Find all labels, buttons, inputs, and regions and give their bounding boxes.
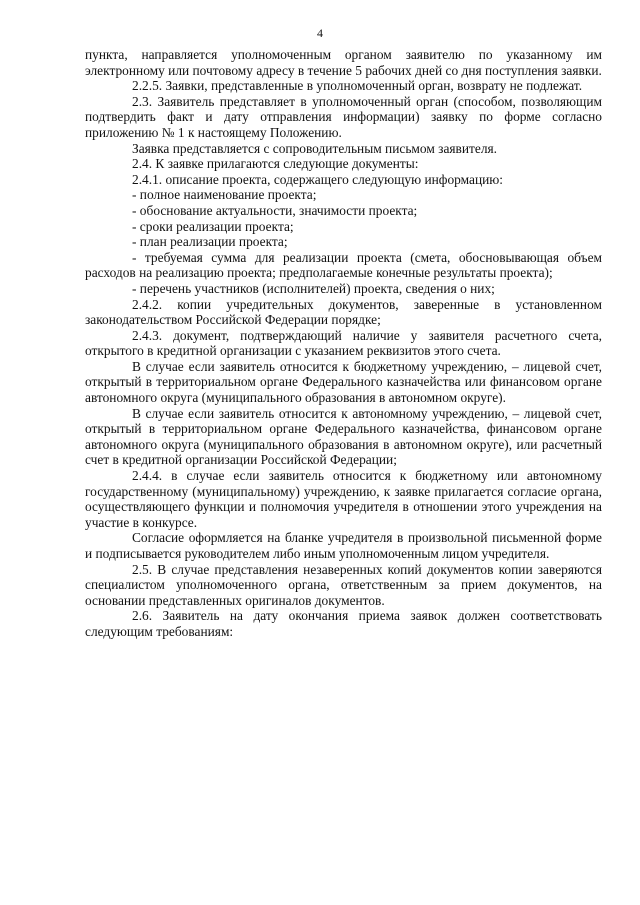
paragraph: 2.4.3. документ, подтверждающий наличие у заявителя расчетного счета, открытого в кредитной организации с указанием реквизитов этого счета. [85,327,602,359]
paragraph: 2.4.4. в случае если заявитель относится к бюджетному или автономному государственному (муниципальному) учреждению, к заявке прилагается согласие органа, осуществляющего функции и полномочия учредителя в отношении этого учреждения на участие в конкурсе. [85,468,602,530]
list-item: - обоснование актуальности, значимости проекта; [132,202,418,218]
list-item: - план реализации проекта; [132,234,288,250]
paragraph: В случае если заявитель относится к автономному учреждению, – лицевой счет, открытый в территориальном органе Федерального казначейства, финансовом органе автономного округа (муниципального образования в автономном округе), или расчетный счет в кредитной организации Российской Федерации; [85,405,602,468]
list-item: - требуемая сумма для реализации проекта (смета, обосновывающая объем расходов на реализацию проекта; предполагаемые конечные результаты проекта); [85,249,602,281]
paragraph: Заявка представляется с сопроводительным письмом заявителя. [132,140,498,156]
document-body [85,47,602,640]
paragraph: В случае если заявитель относится к бюджетному учреждению, – лицевой счет, открытый в территориальном органе Федерального казначейства или финансовом органе автономного округа (муниципального образования в автономном округе). [85,358,602,406]
paragraph: 2.6. Заявитель на дату окончания приема заявок должен соответствовать следующим требованиям: [85,608,602,639]
paragraph: пункта, направляется уполномоченным органом заявителю по указанному им электронному или почтовому адресу в течение 5 рабочих дней со дня поступления заявки. [85,47,602,78]
paragraph: 2.4. К заявке прилагаются следующие документы: [132,156,419,172]
paragraph: 2.4.1. описание проекта, содержащего следующую информацию: [132,171,504,187]
paragraph: 2.3. Заявитель представляет в уполномоченный орган (способом, позволяющим подтвердить факт и дату отправления информации) заявку по форме согласно приложению № 1 к настоящему Положению. [85,93,602,140]
paragraph: 2.5. В случае представления незаверенных копий документов копии заверяются специалистом уполномоченного органа, ответственным за прием документов, на основании представленных оригиналов документов. [85,561,602,608]
list-item: - сроки реализации проекта; [132,218,294,234]
paragraph: 2.4.2. копии учредительных документов, заверенные в установленном законодательством Российской Федерации порядке; [85,296,602,328]
list-item: - перечень участников (исполнителей) проекта, сведения о них; [132,280,495,296]
list-item: - полное наименование проекта; [132,187,317,203]
paragraph: 2.2.5. Заявки, представленные в уполномоченный орган, возврату не подлежат. [132,78,583,94]
paragraph: Согласие оформляется на бланке учредителя в произвольной письменной форме и подписывается руководителем либо иным уполномоченным лицом учредителя. [85,530,602,561]
page-number: 4 [317,26,323,40]
